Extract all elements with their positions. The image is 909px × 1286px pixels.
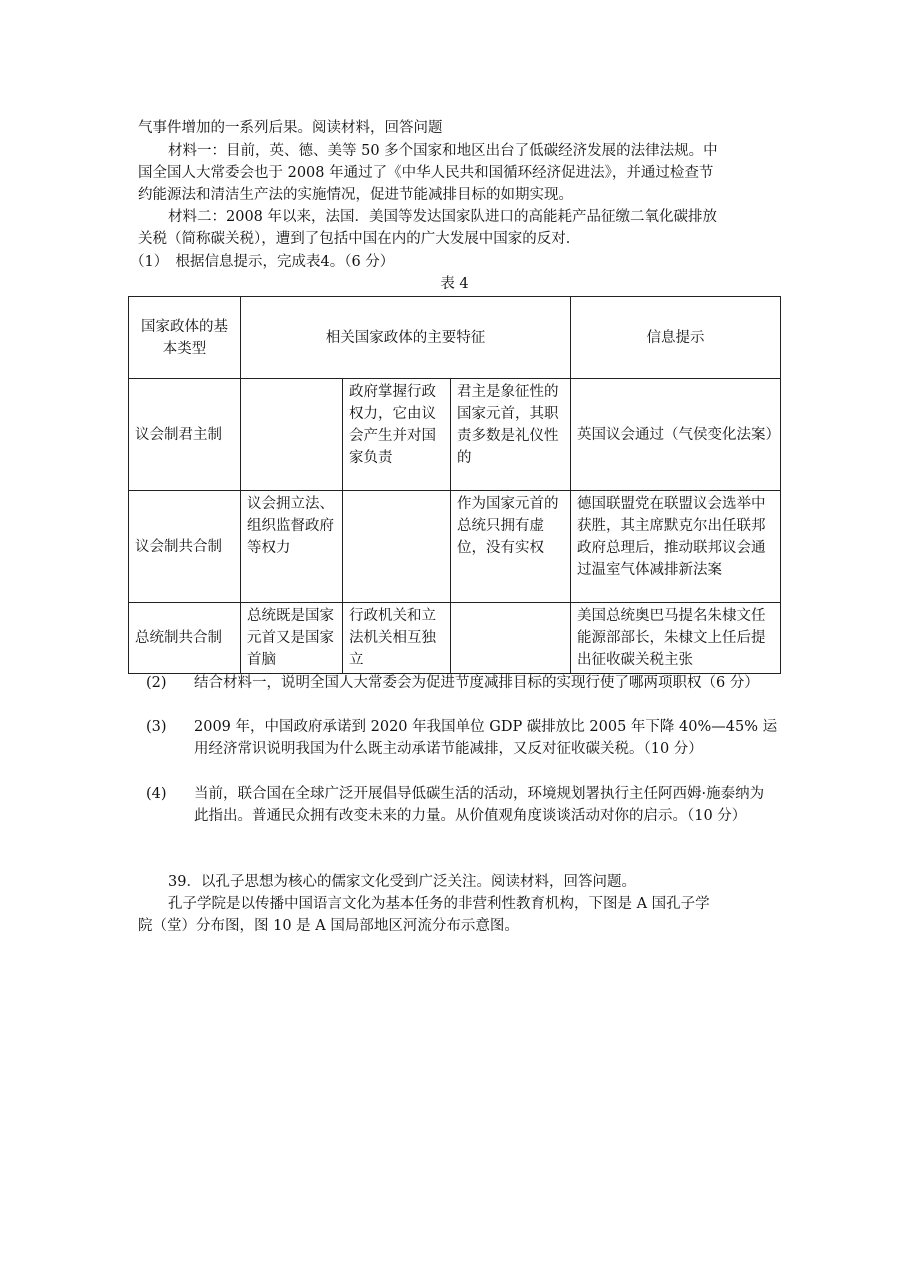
cell-feature-2: 政府掌握行政权力，它由议会产生并对国家负责 — [343, 379, 451, 491]
question-number: (2) — [146, 675, 167, 691]
cell-feature-3: 君主是象征性的国家元首，其职责多数是礼仪性的 — [451, 379, 571, 491]
cell-feature-3: 作为国家元首的总统只拥有虚位，没有实权 — [451, 491, 571, 603]
material-1-line-3: 约能源法和清洁生产法的实施情况，促进节能减排目标的如期实现。 — [138, 187, 573, 203]
question-text: 2009 年，中国政府承诺到 2020 年我国单位 GDP 碳排放比 2005 年下降 40%—45% 运用经济常识说明我国为什么既主动承诺节能减排，又反对征收碳关税。（10 分） — [194, 719, 778, 757]
header-info: 信息提示 — [571, 297, 781, 379]
cell-info: 英国议会通过（气侯变化法案） — [571, 379, 781, 491]
q39-line-3: 院（堂）分布图，图 10 是 A 国局部地区河流分布示意图。 — [138, 918, 519, 934]
table-row — [129, 379, 781, 491]
cell-info: 德国联盟党在联盟议会选举中获胜，其主席默克尔出任联邦政府总理后，推动联邦议会通过温室气体减排新法案 — [571, 491, 781, 603]
material-2-line-2: 关税（简称碳关税），遭到了包括中国在内的广大发展中国家的反对． — [138, 231, 581, 247]
question-text: 结合材料一，说明全国人大常委会为促进节度减排目标的实现行使了哪两项职权（6 分） — [194, 675, 759, 691]
q39-line-1: 39．以孔子思想为核心的儒家文化受到广泛关注。阅读材料，回答问题。 — [168, 874, 636, 890]
header-type: 国家政体的基本类型 — [129, 297, 241, 379]
table-header-row — [129, 297, 781, 379]
q39-line-2: 孔子学院是以传播中国语言文化为基本任务的非营利性教育机构，下图是 A 国孔子学 — [168, 896, 710, 912]
cell-type: 议会制共合制 — [129, 491, 241, 603]
question-number: (4) — [146, 786, 167, 802]
table-caption: 表 4 — [440, 276, 469, 292]
question-text: 当前，联合国在全球广泛开展倡导低碳生活的活动，环境规划署执行主任阿西姆·施泰纳为此指出。普通民众拥有改变未来的力量。从价值观角度谈谈活动对你的启示。（10 分） — [194, 786, 765, 824]
intro-line: 气事件增加的一系列后果。阅读材料，回答问题 — [138, 120, 443, 136]
material-1-line-2: 国全国人大常委会也于 2008 年通过了《中华人民共和国循环经济促进法》，并通过检查节 — [138, 165, 714, 181]
header-features: 相关国家政体的主要特征 — [241, 297, 571, 379]
cell-feature-2 — [343, 491, 451, 603]
question-1: （1） 根据信息提示，完成表4。（6 分） — [130, 254, 395, 270]
cell-feature-1: 议会拥立法、组织监督政府等权力 — [241, 491, 343, 603]
material-1-line-1: 材料一：目前，英、德、美等 50 多个国家和地区出台了低碳经济发展的法律法规。中 — [168, 143, 718, 159]
cell-type: 总统制共合制 — [129, 603, 241, 674]
cell-feature-3 — [451, 603, 571, 674]
table-row — [129, 491, 781, 603]
question-number: (3) — [146, 719, 167, 735]
table-4 — [128, 296, 781, 674]
cell-info: 美国总统奥巴马提名朱棣文任能源部部长，朱棣文上任后提出征收碳关税主张 — [571, 603, 781, 674]
table-row — [129, 603, 781, 674]
cell-type: 议会制君主制 — [129, 379, 241, 491]
cell-feature-1: 总统既是国家元首又是国家首脑 — [241, 603, 343, 674]
material-2-line-1: 材料二：2008 年以来，法国．美国等发达国家队进口的高能耗产品征缴二氧化碳排放 — [168, 209, 718, 225]
cell-feature-1 — [241, 379, 343, 491]
cell-feature-2: 行政机关和立法机关相互独立 — [343, 603, 451, 674]
